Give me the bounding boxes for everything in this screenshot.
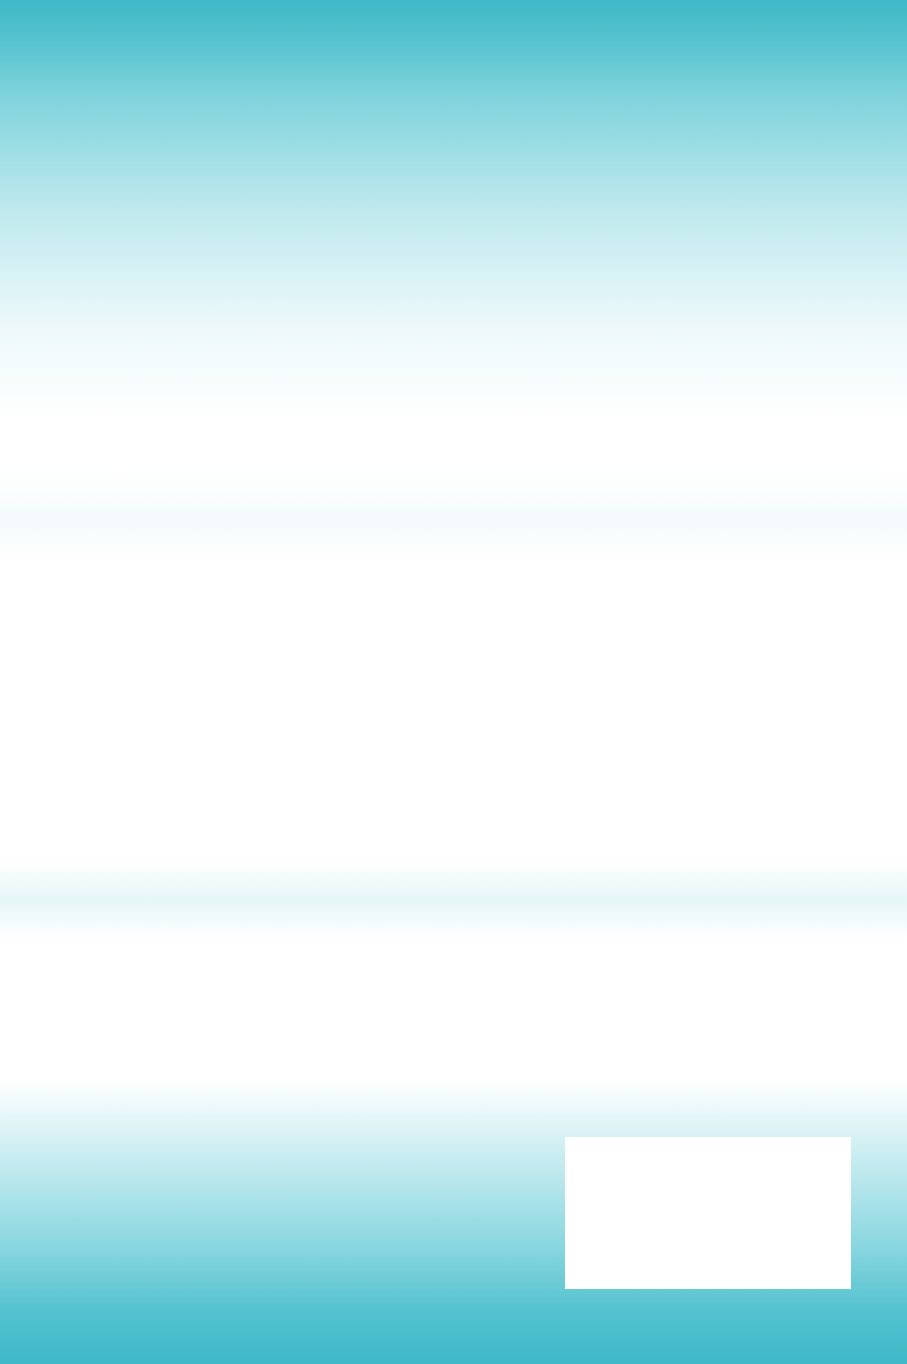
top-ornament-border: [0, 0, 907, 86]
bottom-ornament-border: [0, 1278, 907, 1364]
flourish-divider: [380, 446, 528, 474]
addon-barcode-bars: [765, 1181, 845, 1259]
barcode-bars: [573, 1159, 763, 1259]
flourish-divider: [380, 888, 528, 916]
isbn-barcode: [565, 1137, 851, 1289]
flourish-divider: [380, 690, 528, 718]
